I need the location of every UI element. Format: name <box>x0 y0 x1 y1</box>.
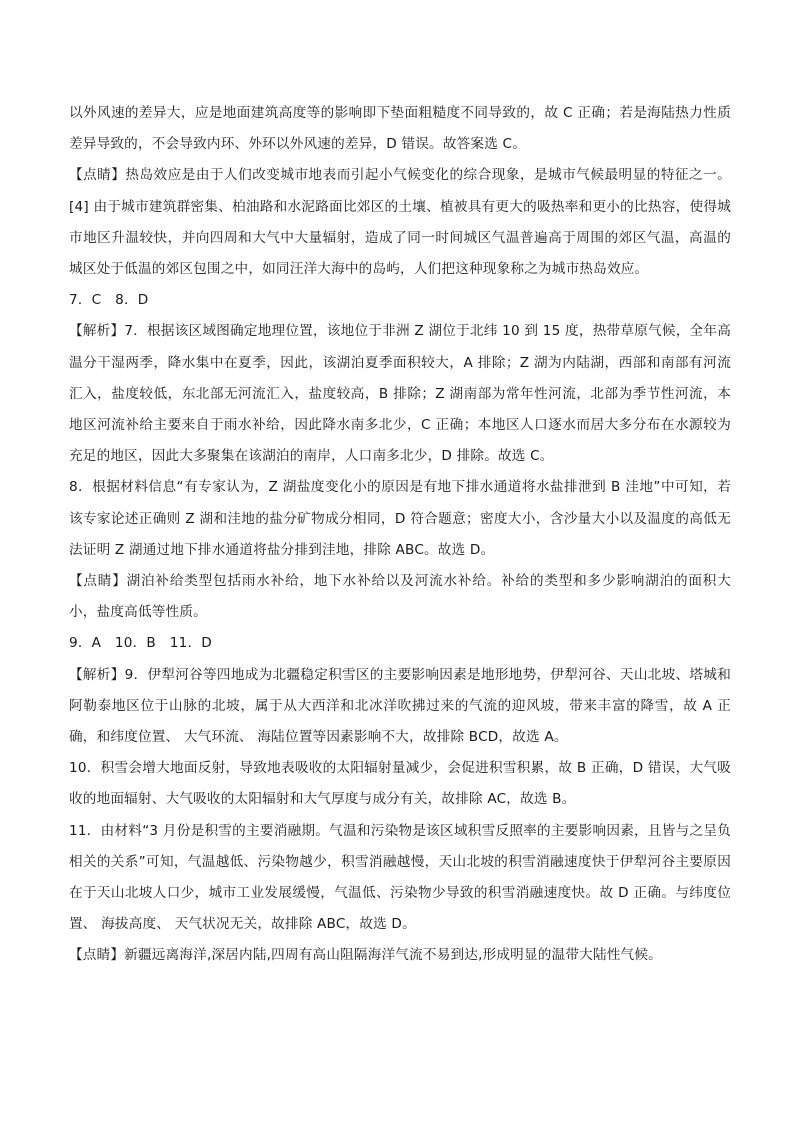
paragraph-text: 7．C 8．D <box>69 292 149 309</box>
paragraph-text: 新疆远离海洋,深居内陆,四周有高山阻隔海洋气流不易到达,形成明显的温带大陆性气候。 <box>124 947 662 964</box>
paragraph-text: 湖泊补给类型包括雨水补给，地下水补给以及河流水补给。补给的类型和多少影响湖泊的面积大小，盐度高低等性质。 <box>69 573 731 621</box>
paragraph-text: 11．由材料“3 月份是积雪的主要消融期。气温和污染物是该区域积雪反照率的主要影响因素，且皆与之呈负相关的关系”可知，气温越低、污染物越少，积雪消融越慢，天山北坡的积雪消融速度快于伊犁河谷主要原因在于天山北坡人口少，城市工业发展缓慢，气温低、污染物少导致的积雪消融速度快。故 D 正确。与纬度位置、 海拔高度、 天气状况无关，故排除 ABC，故选 D。 <box>69 822 731 933</box>
paragraph-label: 【点睛】 <box>69 947 125 964</box>
paragraph-text: 7．根据该区域图确定地理位置，该地位于非洲 Z 湖位于北纬 10 到 15 度，热带草原气候，全年高温分干湿两季，降水集中在夏季，因此，该湖泊夏季面积较大，A 排除；Z 湖为内陆湖，西部和南部有河流汇入，盐度较低，东北部无河流汇入，盐度较高，B 排除；Z 湖南部为常年性河流，北部为季节性河流，本地区河流补给主要来自于雨水补给，因此降水南多北少，C 正确；本地区人口逐水而居大多分布在水源较为充足的地区，因此大多聚集在该湖泊的南岸，人口南多北少，D 排除。故选 C。 <box>69 323 731 465</box>
paragraph-text: 以外风速的差异大，应是地面建筑高度等的影响即下垫面粗糙度不同导致的，故 C 正确；若是海陆热力性质差异导致的，不会导致内环、外环以外风速的差异，D 错误。故答案选 C。 <box>69 105 731 153</box>
answer-paragraph-6-conclusion <box>69 98 731 160</box>
paragraph-label: 【解析】 <box>69 323 125 340</box>
analysis-paragraph-11 <box>69 816 731 941</box>
answer-key-7-8 <box>69 285 731 316</box>
paragraph-text: 9．A 10．B 11．D <box>69 635 212 652</box>
paragraph-label: 【解析】 <box>69 666 125 683</box>
analysis-paragraph-7 <box>69 316 731 472</box>
paragraph-text: 8．根据材料信息“有专家认为，Z 湖盐度变化小的原因是有地下排水通道将水盐排泄到 B 洼地”中可知，若该专家论述正确则 Z 湖和洼地的盐分矿物成分相同，D 符合题意；密度大小，含沙量大小以及温度的高低无法证明 Z 湖通过地下排水通道将盐分排到洼地，排除 ABC。故选 D。 <box>69 479 731 558</box>
paragraph-label: 【点睛】 <box>69 167 126 184</box>
tip-paragraph-heat-island <box>69 160 731 285</box>
paragraph-label: 【点睛】 <box>69 573 127 590</box>
answer-key-9-11 <box>69 628 731 659</box>
tip-paragraph-xinjiang-climate <box>69 940 731 971</box>
document-page <box>69 98 731 972</box>
paragraph-text: 9．伊犁河谷等四地成为北疆稳定积雪区的主要影响因素是地形地势，伊犁河谷、天山北坡、塔城和阿勒泰地区位于山脉的北坡，属于从大西洋和北冰洋吹拂过来的气流的迎风坡，带来丰富的降雪，故 A 正确，和纬度位置、 大气环流、 海陆位置等因素影响不大，故排除 BCD，故选 A。 <box>69 666 731 746</box>
analysis-paragraph-10 <box>69 753 731 815</box>
tip-paragraph-lake-supply <box>69 566 731 628</box>
analysis-paragraph-8 <box>69 472 731 566</box>
analysis-paragraph-9 <box>69 660 731 754</box>
paragraph-text: 10．积雪会增大地面反射，导致地表吸收的太阳辐射量减少，会促进积雪积累，故 B 正确，D 错误，大气吸收的地面辐射、大气吸收的太阳辐射和大气厚度与成分有关，故排除 AC，故选 B。 <box>69 760 731 808</box>
paragraph-text: 热岛效应是由于人们改变城市地表而引起小气候变化的综合现象，是城市气候最明显的特征之一。 [4] 由于城市建筑群密集、柏油路和水泥路面比郊区的土壤、植被具有更大的吸热率和更小的比热容，使得城市地区升温较快，并向四周和大气中大量辐射，造成了同一时间城区气温普遍高于周围的郊区气温，高温的城区处于低温的郊区包围之中，如同汪洋大海中的岛屿，人们把这种现象称之为城市热岛效应。 <box>69 167 731 278</box>
